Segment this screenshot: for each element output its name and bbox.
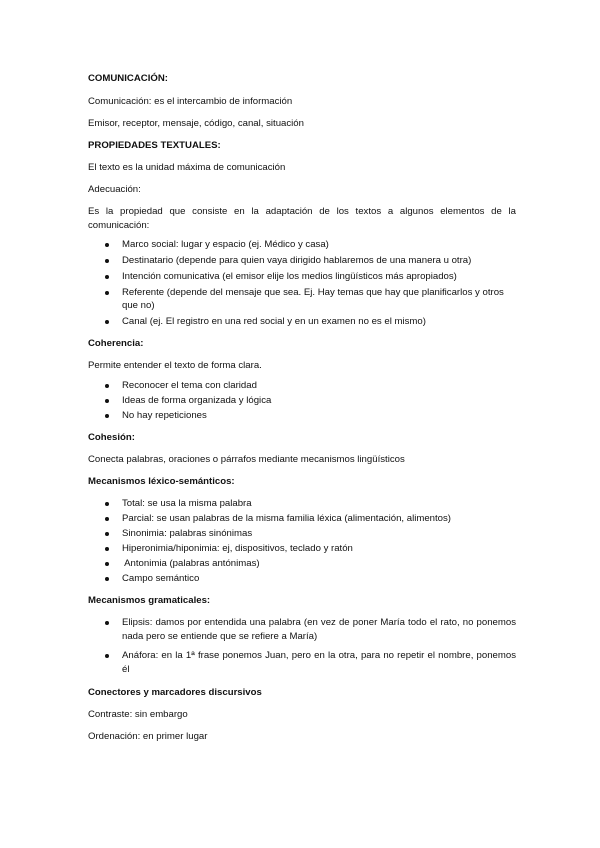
list-item: Referente (depende del mensaje que sea. Ej. Hay temas que hay que planificarlos y otros que no) [88, 286, 516, 312]
bullet-icon [105, 621, 109, 625]
definition-coherencia: Permite entender el texto de forma clara. [88, 360, 262, 371]
section-title-coherencia: Coherencia: [88, 338, 144, 349]
bullet-icon [105, 532, 109, 536]
bullet-icon [105, 384, 109, 388]
section-title-gramaticales: Mecanismos gramaticales: [88, 595, 211, 606]
bullet-icon [105, 320, 109, 324]
section-title-conectores: Conectores y marcadores discursivos [88, 687, 262, 698]
document-body [88, 72, 516, 752]
list-item: Campo semántico [88, 572, 516, 585]
section-title-cohesion: Cohesión: [88, 432, 135, 443]
list-item: Canal (ej. El registro en una red social y en un examen no es el mismo) [88, 315, 516, 328]
list-item: Marco social: lugar y espacio (ej. Médico y casa) [88, 238, 516, 251]
conector-ordenacion: Ordenación: en primer lugar [88, 731, 208, 742]
conector-contraste: Contraste: sin embargo [88, 709, 188, 720]
bullet-icon [105, 259, 109, 263]
coherencia-list [88, 379, 516, 422]
section-title-lexico: Mecanismos léxico-semánticos: [88, 476, 235, 487]
definition-adecuacion: Es la propiedad que consiste en la adaptación de los textos a algunos elementos de la comunicación: [88, 206, 516, 231]
definition-comunicacion: Comunicación: es el intercambio de información [88, 96, 293, 107]
list-item: Total: se usa la misma palabra [88, 497, 516, 510]
list-item: Sinonimia: palabras sinónimas [88, 527, 516, 540]
bullet-icon [105, 502, 109, 506]
list-item: Reconocer el tema con claridad [88, 379, 516, 392]
list-item: Parcial: se usan palabras de la misma familia léxica (alimentación, alimentos) [88, 512, 516, 525]
gramaticales-list [88, 616, 516, 677]
bullet-icon [105, 517, 109, 521]
bullet-icon [105, 562, 109, 566]
bullet-icon [105, 243, 109, 247]
list-item: Elipsis: damos por entendida una palabra (en vez de poner María todo el rato, no ponemos nada pero se entiende que se refiere a María) [88, 616, 516, 644]
bullet-icon [105, 414, 109, 418]
bullet-icon [105, 275, 109, 279]
list-item: Anáfora: en la 1ª frase ponemos Juan, pero en la otra, para no repetir el nombre, ponemos él [88, 649, 516, 677]
list-item: Intención comunicativa (el emisor elije los medios lingüísticos más apropiados) [88, 270, 516, 283]
section-title-adecuacion: Adecuación: [88, 184, 141, 195]
list-item: Hiperonimia/hiponimia: ej, dispositivos, teclado y ratón [88, 542, 516, 555]
bullet-icon [105, 577, 109, 581]
lexico-list [88, 497, 516, 585]
heading-comunicacion: COMUNICACIÓN: [88, 73, 168, 84]
bullet-icon [105, 399, 109, 403]
heading-propiedades: PROPIEDADES TEXTUALES: [88, 140, 221, 151]
list-item: Ideas de forma organizada y lógica [88, 394, 516, 407]
adecuacion-list [88, 238, 516, 328]
list-item: Destinatario (depende para quien vaya dirigido hablaremos de una manera u otra) [88, 254, 516, 267]
bullet-icon [105, 291, 109, 295]
elements-list-text: Emisor, receptor, mensaje, código, canal, situación [88, 118, 304, 129]
bullet-icon [105, 547, 109, 551]
bullet-icon [105, 654, 109, 658]
list-item: Antonimia (palabras antónimas) [88, 557, 516, 570]
list-item: No hay repeticiones [88, 409, 516, 422]
definition-texto: El texto es la unidad máxima de comunicación [88, 162, 286, 173]
definition-cohesion: Conecta palabras, oraciones o párrafos mediante mecanismos lingüísticos [88, 454, 405, 465]
